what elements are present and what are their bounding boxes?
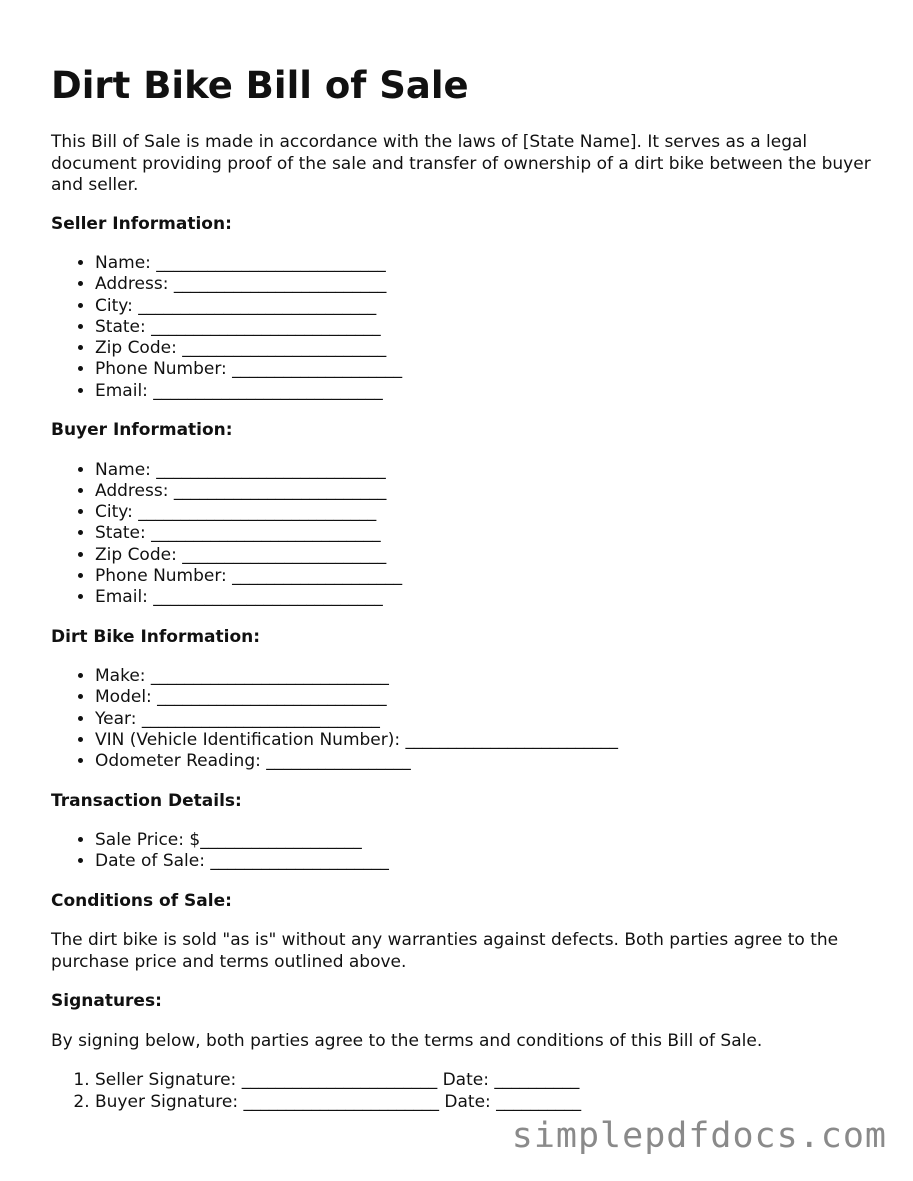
sale-price-item: • Sale Price: $___________________ (95, 830, 871, 851)
buyer-zip-item: • Zip Code: ________________________ (95, 545, 871, 566)
seller-address-item: • Address: _________________________ (95, 274, 871, 295)
buyer-phone-item: • Phone Number: ____________________ (95, 566, 871, 587)
transaction-heading: Transaction Details: (51, 790, 242, 811)
seller-name-item: • Name: ___________________________ (95, 253, 871, 274)
seller-email-item: • Email: ___________________________ (95, 381, 871, 402)
document-title: Dirt Bike Bill of Sale (51, 64, 469, 107)
buyer-address-item: • Address: _________________________ (95, 481, 871, 502)
seller-zip-item: • Zip Code: ________________________ (95, 338, 871, 359)
buyer-signature-item: 2. Buyer Signature: _______________________ Date: __________ (95, 1092, 871, 1113)
buyer-city-item: • City: ____________________________ (95, 502, 871, 523)
bike-model-item: • Model: ___________________________ (95, 687, 871, 708)
seller-heading: Seller Information: (51, 213, 232, 234)
conditions-heading: Conditions of Sale: (51, 890, 232, 911)
buyer-list (51, 460, 871, 609)
buyer-heading: Buyer Information: (51, 420, 233, 441)
bike-vin-item: • VIN (Vehicle Identification Number): _________________________ (95, 730, 871, 751)
signatures-paragraph: By signing below, both parties agree to the terms and conditions of this Bill of Sale. (51, 1030, 763, 1051)
watermark: simplepdfdocs.com (511, 1116, 887, 1156)
sale-date-item: • Date of Sale: _____________________ (95, 851, 871, 872)
conditions-paragraph: The dirt bike is sold "as is" without any warranties against defects. Both parties agree to the purchase price and terms outlined above. (51, 930, 839, 972)
buyer-email-item: • Email: ___________________________ (95, 587, 871, 608)
seller-phone-item: • Phone Number: ____________________ (95, 359, 871, 380)
document-page (51, 62, 871, 1131)
seller-list (51, 253, 871, 402)
seller-city-item: • City: ____________________________ (95, 296, 871, 317)
bike-year-item: • Year: ____________________________ (95, 709, 871, 730)
seller-signature-item: 1. Seller Signature: _______________________ Date: __________ (95, 1070, 871, 1091)
buyer-name-item: • Name: ___________________________ (95, 460, 871, 481)
transaction-list (51, 830, 871, 873)
buyer-state-item: • State: ___________________________ (95, 523, 871, 544)
intro-paragraph: This Bill of Sale is made in accordance with the laws of [State Name]. It serves as a legal document providing proof of the sale and transfer of ownership of a dirt bike between the buyer and seller. (51, 132, 871, 195)
bike-list (51, 666, 871, 772)
bike-make-item: • Make: ____________________________ (95, 666, 871, 687)
bike-odometer-item: • Odometer Reading: _________________ (95, 751, 871, 772)
signatures-heading: Signatures: (51, 991, 162, 1012)
signatures-list (51, 1070, 871, 1113)
bike-heading: Dirt Bike Information: (51, 626, 261, 647)
seller-state-item: • State: ___________________________ (95, 317, 871, 338)
